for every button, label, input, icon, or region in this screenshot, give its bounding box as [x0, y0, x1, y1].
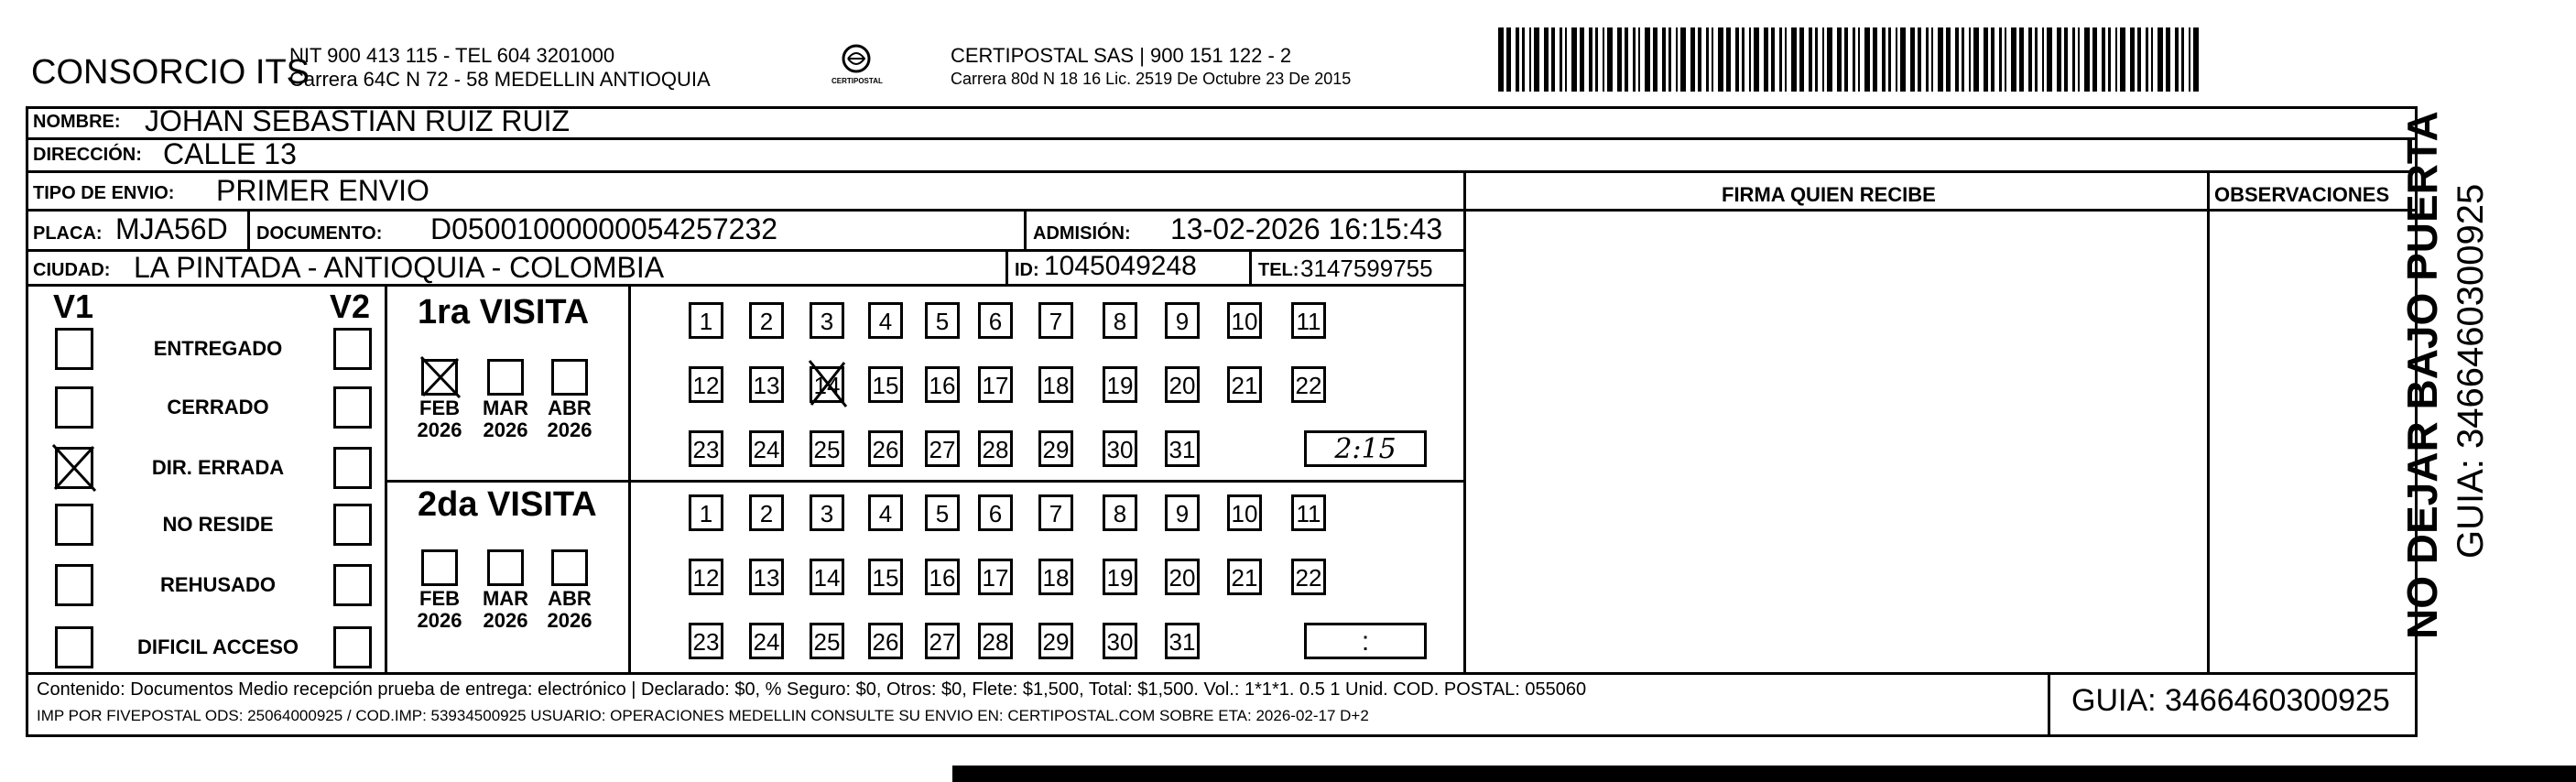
- col-divider: [247, 209, 250, 249]
- visit2-month-label: FEB 2026: [417, 587, 462, 632]
- scan-edge: [952, 766, 2576, 782]
- visit1-day-16[interactable]: 16: [925, 366, 960, 403]
- visit2-day-9[interactable]: 9: [1165, 494, 1200, 531]
- visit2-month-box[interactable]: [421, 549, 458, 586]
- visit1-day-2[interactable]: 2: [749, 302, 784, 339]
- row-divider: [385, 480, 1463, 483]
- col-divider: [2207, 170, 2210, 672]
- side-guia: GUIA: 3466460300925: [2451, 183, 2491, 559]
- visit2-day-22[interactable]: 22: [1291, 559, 1326, 595]
- handwritten-x-mark: [49, 441, 99, 494]
- visit2-day-16[interactable]: 16: [925, 559, 960, 595]
- visit2-day-21[interactable]: 21: [1227, 559, 1262, 595]
- observaciones-header: OBSERVACIONES: [2214, 183, 2390, 206]
- visit1-month-label: FEB 2026: [417, 396, 462, 441]
- barcode: [1498, 27, 2203, 92]
- visit2-day-25[interactable]: 25: [810, 623, 844, 659]
- documento-value: D05001000000054257232: [430, 212, 778, 245]
- id-label: ID:: [1015, 260, 1039, 280]
- visit1-day-20[interactable]: 20: [1165, 366, 1200, 403]
- tipo-envio-value: PRIMER ENVIO: [216, 174, 429, 207]
- tel-label: TEL:: [1258, 260, 1299, 280]
- visit2-day-20[interactable]: 20: [1165, 559, 1200, 595]
- visit1-day-14[interactable]: 14: [810, 366, 844, 403]
- visit1-day-24[interactable]: 24: [749, 430, 784, 467]
- visit2-title: 2da VISITA: [418, 485, 597, 524]
- visit1-month-label: MAR 2026: [482, 396, 529, 441]
- placa-value: MJA56D: [115, 212, 228, 245]
- row-divider: [26, 170, 2418, 173]
- visit1-time-box[interactable]: 2:15: [1304, 430, 1427, 467]
- v2-checkbox[interactable]: [333, 386, 372, 429]
- side-warning: NO DEJAR BAJO PUERTA: [2398, 111, 2446, 639]
- visit2-day-24[interactable]: 24: [749, 623, 784, 659]
- ciudad-label: CIUDAD:: [33, 260, 111, 280]
- direccion-label: DIRECCIÓN:: [33, 145, 142, 165]
- visit1-day-10[interactable]: 10: [1227, 302, 1262, 339]
- visit1-day-19[interactable]: 19: [1103, 366, 1137, 403]
- visit2-day-11[interactable]: 11: [1291, 494, 1326, 531]
- row-divider: [2207, 209, 2418, 212]
- id-value: 1045049248: [1044, 251, 1197, 281]
- visit2-day-19[interactable]: 19: [1103, 559, 1137, 595]
- visit2-time-box[interactable]: :: [1304, 623, 1427, 659]
- visit1-month-label: ABR 2026: [547, 396, 592, 441]
- visit2-day-30[interactable]: 30: [1103, 623, 1137, 659]
- visit2-day-12[interactable]: 12: [689, 559, 723, 595]
- company-line-1: NIT 900 413 115 - TEL 604 3201000: [289, 44, 615, 67]
- visit1-title: 1ra VISITA: [418, 293, 590, 331]
- visit2-day-13[interactable]: 13: [749, 559, 784, 595]
- v1-checkbox[interactable]: [55, 564, 93, 606]
- col-divider: [2048, 672, 2050, 736]
- visit2-day-6[interactable]: 6: [978, 494, 1013, 531]
- col-divider: [628, 284, 631, 672]
- footer-line-1: Contenido: Documentos Medio recepción prueba de entrega: electrónico | Declarado: $0, % Seguro: $0, Otros: $0, Flete: $1,500, Total: $1,500. Vol.: 1*1*1. 0.5 1 Unid. COD. POSTAL: 055060: [37, 679, 1587, 700]
- visit1-day-17[interactable]: 17: [978, 366, 1013, 403]
- admision-value: 13-02-2026 16:15:43: [1170, 212, 1443, 245]
- status-label: REHUSADO: [160, 573, 276, 596]
- v2-checkbox[interactable]: [333, 564, 372, 606]
- visit1-day-27[interactable]: 27: [925, 430, 960, 467]
- visit2-day-28[interactable]: 28: [978, 623, 1013, 659]
- logo-caption: CERTIPOSTAL: [831, 77, 883, 85]
- certipostal-logo: [830, 40, 883, 92]
- visit1-day-7[interactable]: 7: [1038, 302, 1073, 339]
- visit2-day-26[interactable]: 26: [868, 623, 903, 659]
- v2-label: V2: [330, 288, 371, 325]
- visit2-day-27[interactable]: 27: [925, 623, 960, 659]
- visit1-day-4[interactable]: 4: [868, 302, 903, 339]
- visit2-day-7[interactable]: 7: [1038, 494, 1073, 531]
- v2-checkbox[interactable]: [333, 626, 372, 668]
- visit2-day-10[interactable]: 10: [1227, 494, 1262, 531]
- nombre-label: NOMBRE:: [33, 112, 121, 132]
- visit2-month-label: ABR 2026: [547, 587, 592, 632]
- visit1-month-box[interactable]: [487, 359, 524, 396]
- documento-label: DOCUMENTO:: [256, 223, 383, 244]
- visit1-day-3[interactable]: 3: [810, 302, 844, 339]
- company-line-2: Carrera 64C N 72 - 58 MEDELLIN ANTIOQUIA: [289, 68, 711, 91]
- visit1-day-11[interactable]: 11: [1291, 302, 1326, 339]
- visit2-day-31[interactable]: 31: [1165, 623, 1200, 659]
- handwritten-x-mark: [418, 353, 463, 401]
- v2-checkbox[interactable]: [333, 328, 372, 370]
- courier-line-1: CERTIPOSTAL SAS | 900 151 122 - 2: [951, 44, 1292, 67]
- visit1-month-box[interactable]: [551, 359, 588, 396]
- status-label: NO RESIDE: [162, 513, 274, 536]
- visit1-day-12[interactable]: 12: [689, 366, 723, 403]
- col-divider: [1249, 249, 1252, 284]
- footer-line-2: IMP POR FIVEPOSTAL ODS: 25064000925 / COD.IMP: 53934500925 USUARIO: OPERACIONES MEDELLIN CONSULTE SU ENVIO EN: CERTIPOSTAL.COM SOBRE ETA: 2026-02-17 D+2: [37, 707, 1369, 724]
- status-label: ENTREGADO: [153, 337, 283, 360]
- visit1-day-9[interactable]: 9: [1165, 302, 1200, 339]
- ciudad-value: LA PINTADA - ANTIOQUIA - COLOMBIA: [134, 251, 665, 284]
- admision-label: ADMISIÓN:: [1033, 223, 1131, 244]
- row-divider: [26, 672, 2418, 675]
- courier-line-2: Carrera 80d N 18 16 Lic. 2519 De Octubre 23 De 2015: [951, 70, 1352, 88]
- visit1-day-31[interactable]: 31: [1165, 430, 1200, 467]
- visit1-day-18[interactable]: 18: [1038, 366, 1073, 403]
- col-divider: [1463, 170, 1466, 672]
- v1-checkbox[interactable]: [55, 328, 93, 370]
- status-label: DIR. ERRADA: [151, 456, 285, 479]
- visit1-day-6[interactable]: 6: [978, 302, 1013, 339]
- visit2-day-8[interactable]: 8: [1103, 494, 1137, 531]
- visit2-day-17[interactable]: 17: [978, 559, 1013, 595]
- direccion-value: CALLE 13: [163, 137, 297, 170]
- firma-header: FIRMA QUIEN RECIBE: [1722, 183, 1936, 206]
- tipo-envio-label: TIPO DE ENVIO:: [33, 183, 175, 203]
- v1-checkbox[interactable]: [55, 504, 93, 546]
- visit2-month-label: MAR 2026: [482, 587, 529, 632]
- footer-guia: GUIA: 3466460300925: [2071, 683, 2390, 718]
- visit1-day-25[interactable]: 25: [810, 430, 844, 467]
- visit2-day-14[interactable]: 14: [810, 559, 844, 595]
- status-label: DIFICIL ACCESO: [136, 635, 299, 658]
- visit2-day-29[interactable]: 29: [1038, 623, 1073, 659]
- v1-label: V1: [53, 288, 94, 325]
- tel-value: 3147599755: [1300, 255, 1433, 282]
- v2-checkbox[interactable]: [333, 447, 372, 489]
- visit1-day-26[interactable]: 26: [868, 430, 903, 467]
- v1-checkbox[interactable]: [55, 626, 93, 668]
- visit1-day-15[interactable]: 15: [868, 366, 903, 403]
- status-label: CERRADO: [167, 396, 269, 418]
- visit1-day-29[interactable]: 29: [1038, 430, 1073, 467]
- visit1-day-22[interactable]: 22: [1291, 366, 1326, 403]
- visit1-day-28[interactable]: 28: [978, 430, 1013, 467]
- v1-checkbox[interactable]: [55, 386, 93, 429]
- visit2-month-box[interactable]: [487, 549, 524, 586]
- visit2-month-box[interactable]: [551, 549, 588, 586]
- visit1-day-1[interactable]: 1: [689, 302, 723, 339]
- visit1-day-30[interactable]: 30: [1103, 430, 1137, 467]
- visit1-day-23[interactable]: 23: [689, 430, 723, 467]
- nombre-value: JOHAN SEBASTIAN RUIZ RUIZ: [145, 104, 571, 137]
- visit1-day-13[interactable]: 13: [749, 366, 784, 403]
- v2-checkbox[interactable]: [333, 504, 372, 546]
- visit2-day-1[interactable]: 1: [689, 494, 723, 531]
- visit1-day-5[interactable]: 5: [925, 302, 960, 339]
- visit2-day-18[interactable]: 18: [1038, 559, 1073, 595]
- visit2-day-23[interactable]: 23: [689, 623, 723, 659]
- col-divider: [1024, 209, 1027, 249]
- row-divider: [26, 209, 1463, 212]
- visit2-day-2[interactable]: 2: [749, 494, 784, 531]
- visit1-day-21[interactable]: 21: [1227, 366, 1262, 403]
- visit1-day-8[interactable]: 8: [1103, 302, 1137, 339]
- visit2-day-5[interactable]: 5: [925, 494, 960, 531]
- company-name: CONSORCIO ITS: [31, 53, 310, 92]
- col-divider: [1005, 249, 1008, 284]
- handwritten-x-mark: [806, 357, 850, 410]
- visit2-day-15[interactable]: 15: [868, 559, 903, 595]
- placa-label: PLACA:: [33, 223, 103, 244]
- visit2-day-3[interactable]: 3: [810, 494, 844, 531]
- col-divider: [385, 284, 387, 672]
- visit2-day-4[interactable]: 4: [868, 494, 903, 531]
- row-divider: [1463, 209, 2207, 212]
